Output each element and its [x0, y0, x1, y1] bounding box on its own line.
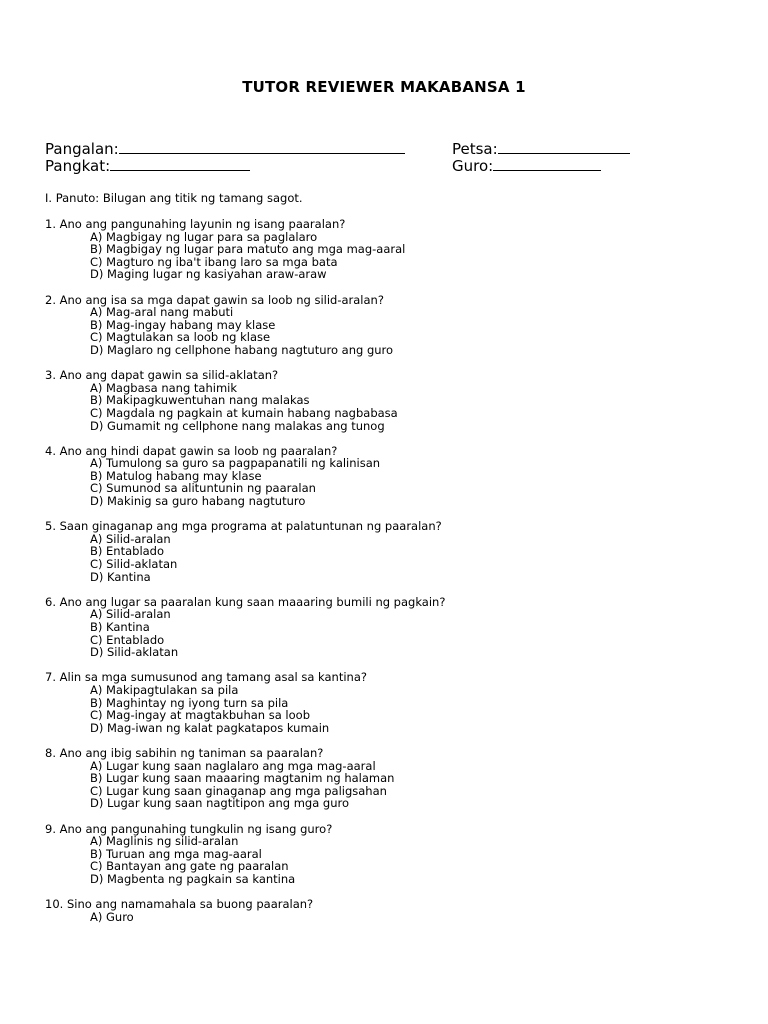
- answer-choice[interactable]: D) Maging lugar ng kasiyahan araw-araw: [90, 267, 327, 282]
- instruction-text: I. Panuto: Bilugan ang titik ng tamang sagot.: [45, 191, 303, 205]
- answer-choice[interactable]: A) Silid-aralan: [90, 531, 171, 546]
- answer-choice[interactable]: D) Kantina: [90, 569, 151, 584]
- answer-choice[interactable]: D) Silid-aklatan: [90, 645, 179, 660]
- question-item: [45, 823, 745, 886]
- answer-choice[interactable]: A) Guro: [90, 909, 134, 924]
- question-item: [45, 898, 745, 923]
- pangkat-label: Pangkat:: [45, 157, 111, 175]
- question-item: [45, 520, 745, 583]
- pangkat-field[interactable]: [45, 155, 250, 176]
- answer-choice[interactable]: B) Mag-ingay habang may klase: [90, 317, 276, 332]
- question-item: [45, 671, 745, 734]
- question-stem: 8. Ano ang ibig sabihin ng taniman sa paaralan?: [45, 745, 324, 760]
- answer-choice[interactable]: C) Silid-aklatan: [90, 557, 178, 572]
- answer-choice[interactable]: B) Kantina: [90, 620, 150, 634]
- question-list: [45, 218, 745, 936]
- answer-choice[interactable]: C) Magturo ng iba't ibang laro sa mga bata: [90, 254, 338, 269]
- answer-choice[interactable]: C) Bantayan ang gate ng paaralan: [90, 859, 289, 874]
- answer-choice[interactable]: A) Lugar kung saan naglalaro ang mga mag-aaral: [90, 758, 376, 773]
- answer-choice[interactable]: A) Mag-aral nang mabuti: [90, 305, 234, 320]
- answer-choice[interactable]: D) Gumamit ng cellphone nang malakas ang tunog: [90, 418, 385, 433]
- answer-choice[interactable]: D) Magbenta ng pagkain sa kantina: [90, 871, 296, 886]
- question-stem: 10. Sino ang namamahala sa buong paaralan?: [45, 897, 314, 912]
- pangalan-blank-line[interactable]: [119, 138, 405, 154]
- question-stem: 2. Ano ang isa sa mga dapat gawin sa loob ng silid-aralan?: [45, 292, 384, 307]
- answer-choice[interactable]: C) Sumunod sa alituntunin ng paaralan: [90, 481, 316, 496]
- question-item: [45, 445, 745, 508]
- answer-choice[interactable]: D) Maglaro ng cellphone habang nagtuturo ang guro: [90, 342, 394, 357]
- question-item: [45, 369, 745, 432]
- answer-choice[interactable]: C) Magdala ng pagkain at kumain habang nagbabasa: [90, 405, 398, 420]
- guro-field[interactable]: [452, 155, 601, 176]
- answer-choice[interactable]: D) Makinig sa guro habang nagtuturo: [90, 494, 306, 509]
- answer-choice[interactable]: A) Silid-aralan: [90, 607, 171, 622]
- petsa-blank-line[interactable]: [498, 138, 630, 154]
- answer-choice[interactable]: A) Tumulong sa guro sa pagpapanatili ng kalinisan: [90, 456, 381, 471]
- answer-choice[interactable]: A) Makipagtulakan sa pila: [90, 682, 239, 697]
- pangalan-label: Pangalan:: [45, 140, 119, 158]
- field-row-2: [45, 155, 745, 175]
- guro-blank-line[interactable]: [493, 155, 601, 171]
- question-stem: 5. Saan ginaganap ang mga programa at palatuntunan ng paaralan?: [45, 519, 442, 534]
- answer-choice[interactable]: A) Magbasa nang tahimik: [90, 380, 237, 395]
- answer-choice[interactable]: C) Entablado: [90, 632, 165, 647]
- question-stem: 6. Ano ang lugar sa paaralan kung saan maaaring bumili ng pagkain?: [45, 594, 446, 609]
- answer-choice[interactable]: C) Mag-ingay at magtakbuhan sa loob: [90, 708, 310, 723]
- answer-choice[interactable]: A) Magbigay ng lugar para sa paglalaro: [90, 229, 318, 244]
- answer-choice[interactable]: B) Turuan ang mga mag-aaral: [90, 846, 262, 861]
- answer-choice[interactable]: D) Mag-iwan ng kalat pagkatapos kumain: [90, 720, 330, 735]
- answer-choice[interactable]: B) Magbigay ng lugar para matuto ang mga mag-aaral: [90, 242, 406, 257]
- question-item: [45, 747, 745, 810]
- pangkat-blank-line[interactable]: [110, 155, 250, 171]
- answer-choice[interactable]: B) Matulog habang may klase: [90, 468, 262, 483]
- answer-choice[interactable]: C) Lugar kung saan ginaganap ang mga paligsahan: [90, 783, 387, 798]
- question-stem: 4. Ano ang hindi dapat gawin sa loob ng paaralan?: [45, 443, 338, 458]
- question-stem: 3. Ano ang dapat gawin sa silid-aklatan?: [45, 368, 279, 383]
- worksheet-title: TUTOR REVIEWER MAKABANSA 1: [242, 78, 526, 96]
- question-item: [45, 218, 745, 281]
- guro-label: Guro:: [452, 157, 494, 175]
- answer-choice[interactable]: B) Makipagkuwentuhan nang malakas: [90, 393, 310, 408]
- petsa-label: Petsa:: [452, 140, 498, 158]
- answer-choice[interactable]: B) Maghintay ng iyong turn sa pila: [90, 695, 289, 710]
- question-item: [45, 294, 745, 357]
- question-stem: 7. Alin sa mga sumusunod ang tamang asal sa kantina?: [45, 670, 367, 685]
- answer-choice[interactable]: B) Entablado: [90, 544, 165, 559]
- answer-choice[interactable]: C) Magtulakan sa loob ng klase: [90, 330, 271, 345]
- answer-choice[interactable]: B) Lugar kung saan maaaring magtanim ng halaman: [90, 771, 395, 786]
- question-stem: 9. Ano ang pangunahing tungkulin ng isang guro?: [45, 821, 333, 836]
- answer-choice[interactable]: D) Lugar kung saan nagtitipon ang mga guro: [90, 796, 350, 811]
- question-item: [45, 596, 745, 659]
- question-stem: 1. Ano ang pangunahing layunin ng isang paaralan?: [45, 217, 346, 231]
- answer-choice[interactable]: A) Maglinis ng silid-aralan: [90, 834, 239, 849]
